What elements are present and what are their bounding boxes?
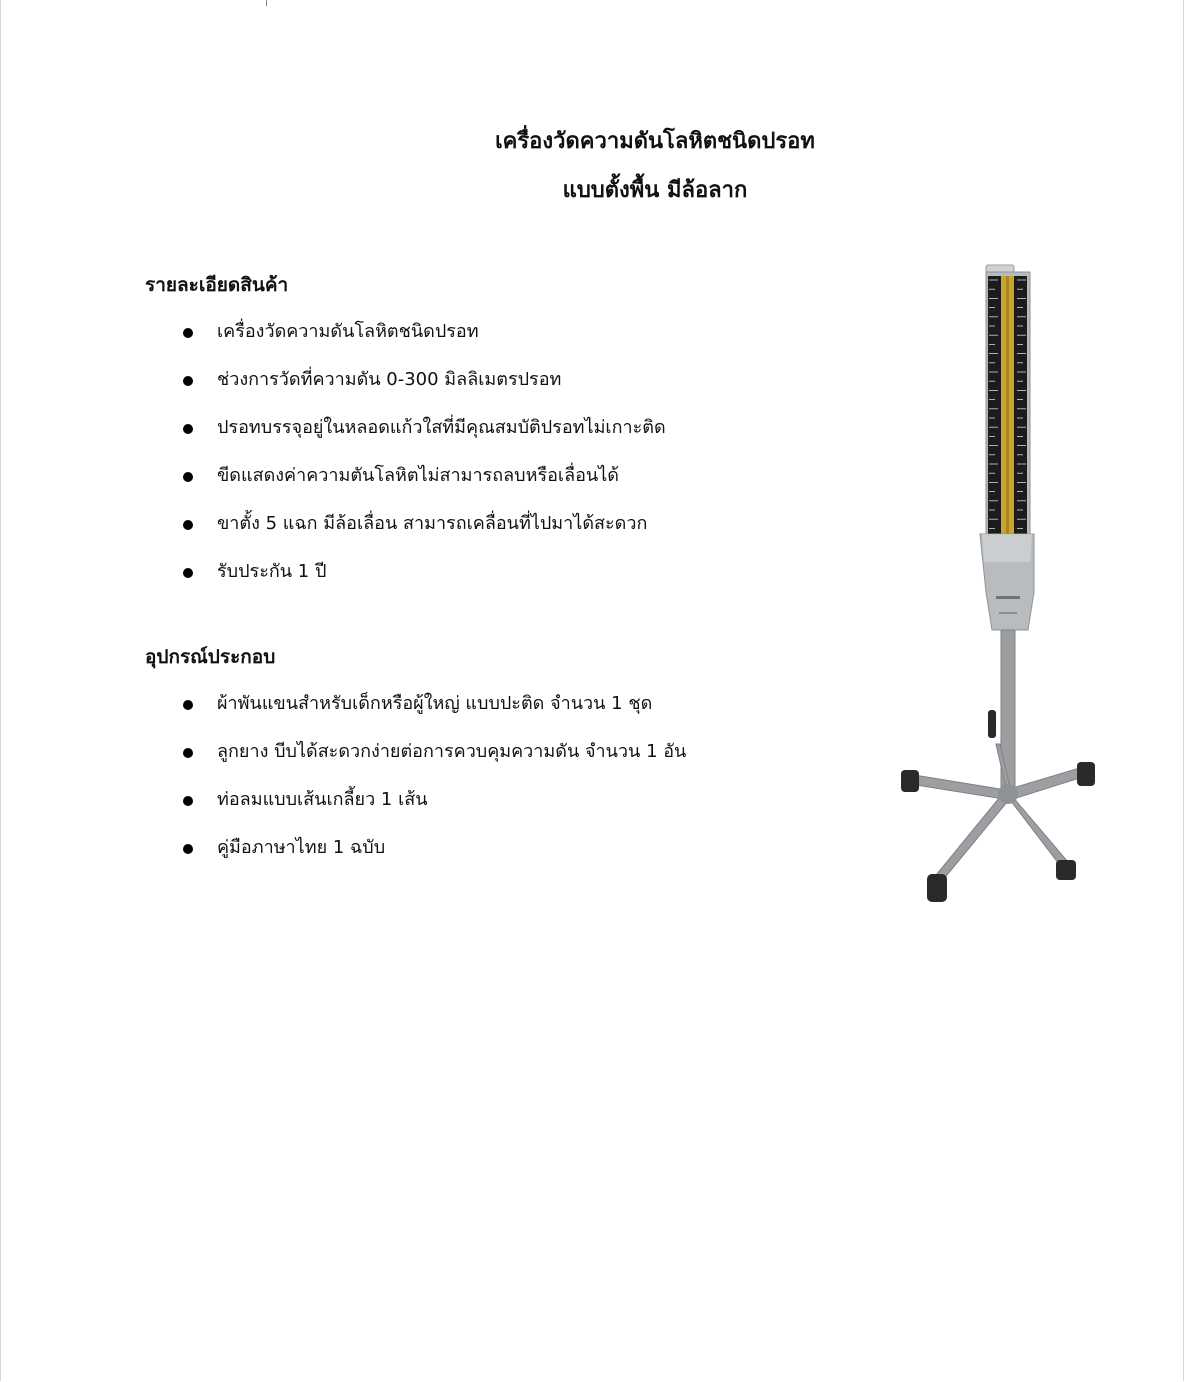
accessories-item-text: คู่มือภาษาไทย 1 ฉบับ [217,837,386,858]
housing-label-mark [996,596,1020,599]
accessories-list [180,690,686,882]
details-item-text: ขาตั้ง 5 แฉก มีล้อเลื่อน สามารถเคลื่อนที่ไปมาได้สะดวก [217,513,648,534]
details-list-item [180,510,666,558]
bullet-icon [183,328,193,338]
height-knob [988,710,996,738]
bullet-icon [183,844,193,854]
details-list [180,318,666,606]
details-list-item [180,318,666,366]
accessories-item-text: ผ้าพันแขนสำหรับเด็กหรือผู้ใหญ่ แบบปะติด จำนวน 1 ชุด [217,693,653,714]
details-item-text: ขีดแสดงค่าความตันโลหิตไม่สามารถลบหรือเลื่อนได้ [217,465,619,486]
bullet-icon [183,376,193,386]
details-item-text: เครื่องวัดความดันโลหิตชนิดปรอท [217,321,479,342]
details-list-item [180,558,666,606]
stand-leg [1006,766,1086,800]
details-item-text: รับประกัน 1 ปี [217,561,327,582]
accessories-item-text: ลูกยาง บีบได้สะดวกง่ายต่อการควบคุมความดัน จำนวน 1 อัน [217,741,687,762]
stand-leg [932,792,1012,886]
page-corner-mark [266,0,267,6]
bullet-icon [183,520,193,530]
details-item-text: ปรอทบรรจุอยู่ในหลอดแก้วใสที่มีคุณสมบัติปรอทไม่เกาะติด [217,417,666,438]
accessories-item-text: ท่อลมแบบเส้นเกลี้ยว 1 เส้น [217,789,428,810]
accessories-list-item [180,786,686,834]
bullet-icon [183,568,193,578]
details-item-text: ช่วงการวัดที่ความดัน 0-300 มิลลิเมตรปรอท [217,369,562,390]
details-list-item [180,414,666,462]
bullet-icon [183,796,193,806]
details-heading: รายละเอียดสินค้า [145,274,289,296]
caster-wheel [1056,860,1076,880]
accessories-list-item [180,834,686,882]
mercury-tube-line [1006,276,1009,560]
details-list-item [180,462,666,510]
stand-hub [998,784,1018,804]
document-title-line-2: แบบตั้งพื้น มีล้อลาก [562,178,748,203]
bullet-icon [183,748,193,758]
accessories-heading: อุปกรณ์ประกอบ [145,646,276,668]
stand-leg [908,774,1010,800]
bullet-icon [183,424,193,434]
caster-wheel [901,770,919,792]
accessories-list-item [180,690,686,738]
housing-cup [982,534,1032,562]
caster-wheel [1077,762,1095,786]
document-title-line-1: เครื่องวัดความดันโลหิตชนิดปรอท [495,129,815,154]
bullet-icon [183,700,193,710]
housing-label-mark [999,612,1017,614]
sphygmomanometer-photo [896,262,1100,912]
bullet-icon [183,472,193,482]
stand-leg [1004,792,1068,868]
accessories-list-item [180,738,686,786]
caster-wheel [927,874,947,902]
details-list-item [180,366,666,414]
